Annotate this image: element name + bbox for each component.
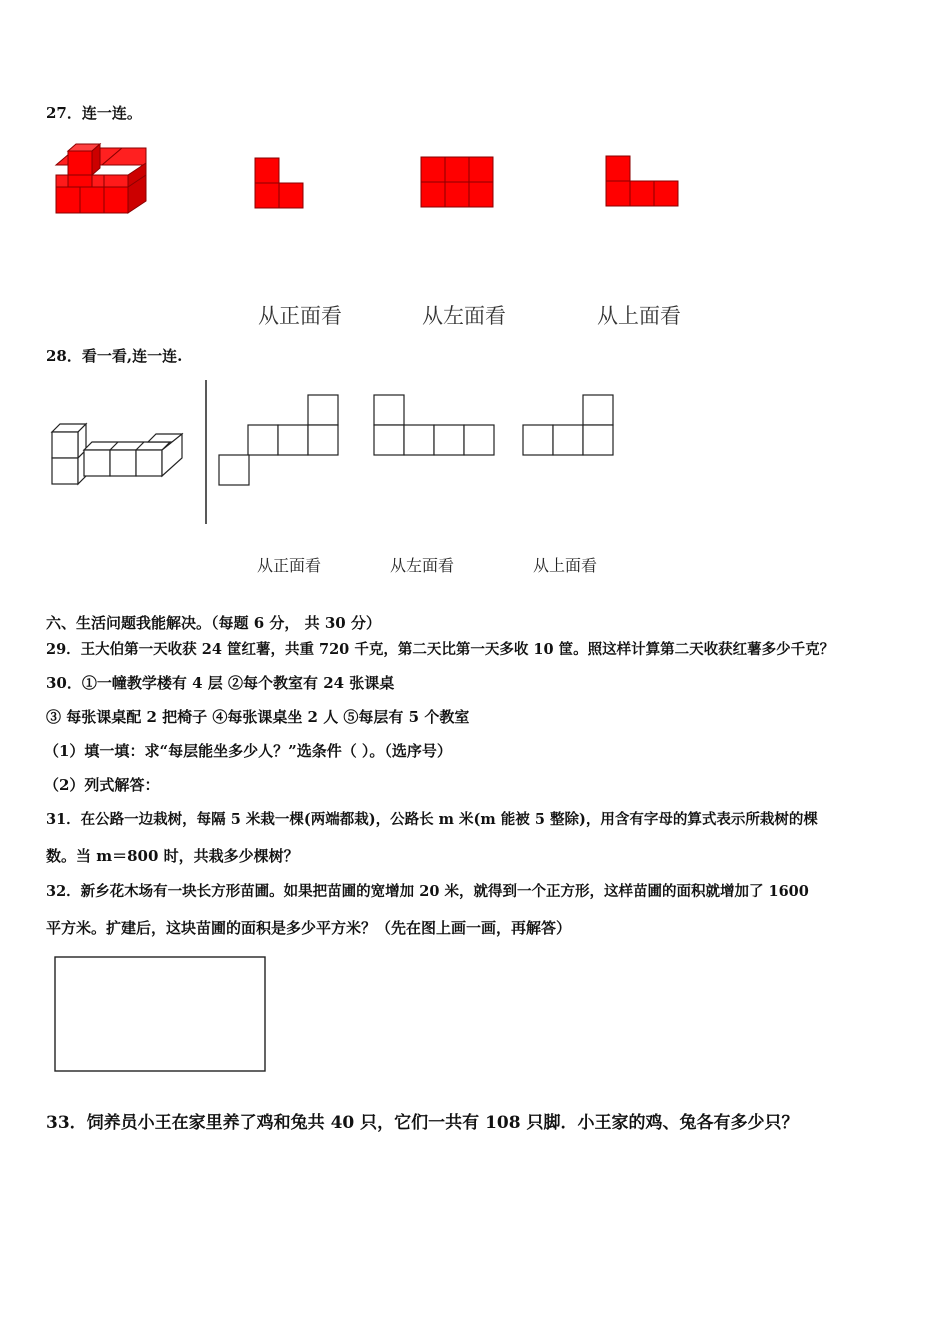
q28-label-left: 从左面看 [390,556,455,575]
q29-text: 29．王大伯第一天收获 24 筐红薯，共重 720 千克，第二天比第一天多收 10 筐。照这样计算第二天收获红薯多少千克？ [46,641,835,658]
q28-view-right-step [522,394,616,458]
q31-line2: 数。当 m＝800 时，共栽多少棵树？ [46,847,299,865]
q27-label-front: 从正面看 [258,304,342,328]
q28-view-staircase [218,394,342,488]
q27-view-l-shape [255,158,305,210]
q32-line1: 32．新乡花木场有一块长方形苗圃。如果把苗圃的宽增加 20 米，就得到一个正方形，这样苗圃的面积就增加了 1600 [46,883,809,900]
q30-sub2: （2）列式解答： [44,776,160,794]
q27-label-left: 从左面看 [422,304,506,328]
q30-line2: ③ 每张课桌配 2 把椅子 ④每张课桌坐 2 人 ⑤每层有 5 个教室 [46,708,470,726]
q28-title: 28．看一看,连一连. [46,347,183,365]
q27-title: 27．连一连。 [46,104,142,122]
q31-line1: 31．在公路一边栽树，每隔 5 米栽一棵(两端都栽)，公路长 m 米(m 能被 5 整除)，用含有字母的算式表示所栽树的棵 [46,811,818,828]
q27-view-block [421,157,495,209]
q28-label-top: 从上面看 [533,556,598,575]
q28-cube-solid [48,422,184,488]
q30-line1: 30．①一幢教学楼有 4 层 ②每个教室有 24 张课桌 [46,674,395,692]
q27-label-top: 从上面看 [597,304,681,328]
q30-sub1: （1）填一填：求“每层能坐多少人？”选条件（ ）。（选序号） [44,742,452,760]
q27-view-long-l [606,156,682,208]
q32-rectangle-figure [54,956,268,1074]
q32-line2: 平方米。扩建后，这块苗圃的面积是多少平方米？（先在图上画一画，再解答） [46,919,572,937]
q33-text: 33．饲养员小王在家里养了鸡和兔共 40 只，它们一共有 108 只脚．小王家的鸡、兔各有多少只？ [46,1113,799,1133]
q27-red-solid [52,143,152,218]
section6-title: 六、生活问题我能解决。（每题 6 分， 共 30 分） [46,614,381,632]
q28-divider [204,380,208,524]
q28-label-front: 从正面看 [257,556,322,575]
q28-view-left-step [373,394,497,458]
